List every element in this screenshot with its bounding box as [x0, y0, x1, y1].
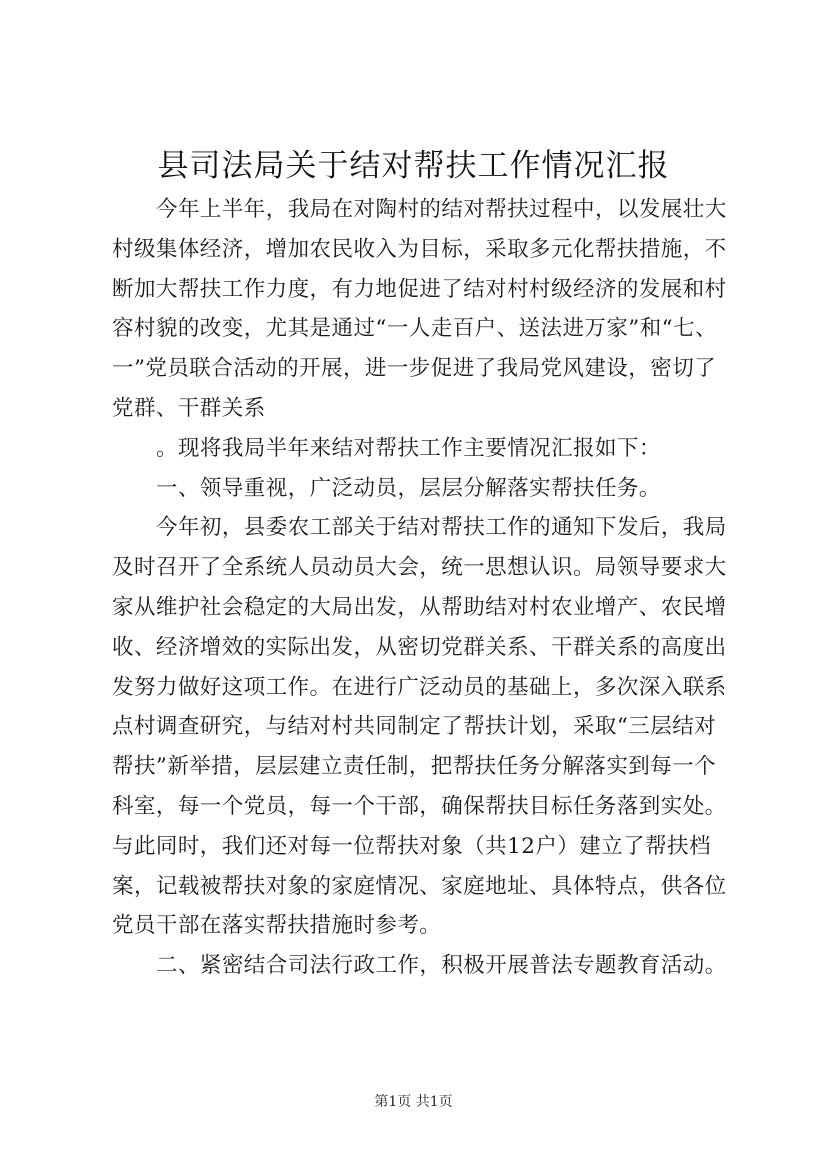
body-line: 科室，每一个党员，每一个干部，确保帮扶目标任务落到实处。: [112, 793, 727, 819]
body-line: 收、经济增效的实际出发，从密切党群关系、干群关系的高度出: [112, 634, 727, 660]
body-line: 村级集体经济，增加农民收入为目标，采取多元化帮扶措施，不: [112, 236, 727, 262]
document-body: [112, 190, 740, 986]
body-line: 党员干部在落实帮扶措施时参考。: [112, 913, 442, 939]
body-line: 帮扶”新举措，层层建立责任制，把帮扶任务分解落实到每一个: [112, 754, 717, 780]
body-line: 发努力做好这项工作。在进行广泛动员的基础上，多次深入联系: [112, 674, 727, 700]
body-line: 党群、干群关系: [112, 395, 266, 421]
section-heading: 一、领导重视，广泛动员，层层分解落实帮扶任务。: [156, 475, 661, 501]
body-line: 一”党员联合活动的开展，进一步促进了我局党风建设，密切了: [112, 356, 717, 382]
body-line: 案，记载被帮扶对象的家庭情况、家庭地址、具体特点，供各位: [112, 873, 727, 899]
body-line: 断加大帮扶工作力度，有力地促进了结对村村级经济的发展和村: [112, 276, 727, 302]
document-title: 县司法局关于结对帮扶工作情况汇报: [157, 148, 670, 184]
body-line: 容村貌的改变，尤其是通过“一人走百户、送法进万家”和“七、: [112, 316, 718, 342]
body-line: 及时召开了全系统人员动员大会，统一思想认识。局领导要求大: [112, 555, 727, 581]
body-line: 点村调查研究，与结对村共同制定了帮扶计划，采取“三层结对: [112, 714, 717, 740]
section-heading: 二、紧密结合司法行政工作，积极开展普法专题教育活动。: [156, 953, 727, 979]
body-line: 今年初，县委农工部关于结对帮扶工作的通知下发后，我局: [156, 515, 727, 541]
body-line: 与此同时，我们还对每一位帮扶对象（共12户）建立了帮扶档: [112, 833, 711, 859]
page-number: 第1页 共1页: [374, 1094, 453, 1110]
body-line: 今年上半年，我局在对陶村的结对帮扶过程中，以发展壮大: [156, 197, 727, 222]
body-line: 。现将我局半年来结对帮扶工作主要情况汇报如下：: [156, 435, 661, 461]
body-line: 家从维护社会稳定的大局出发，从帮助结对村农业增产、农民增: [112, 594, 727, 620]
